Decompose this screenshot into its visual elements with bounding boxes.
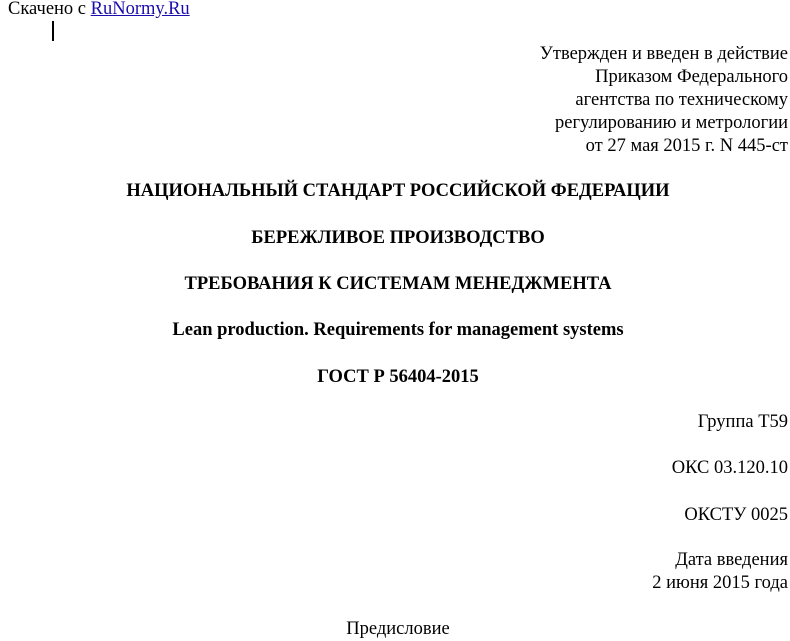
approval-line: агентства по техническому bbox=[575, 90, 788, 110]
approval-line: Утвержден и введен в действие bbox=[539, 44, 788, 64]
national-standard-heading: НАЦИОНАЛЬНЫЙ СТАНДАРТ РОССИЙСКОЙ ФЕДЕРАЦИИ bbox=[126, 181, 670, 201]
introduction-label: Дата введения bbox=[675, 550, 788, 570]
standard-code: ГОСТ Р 56404-2015 bbox=[317, 367, 479, 387]
subject-heading: БЕРЕЖЛИВОЕ ПРОИЗВОДСТВО bbox=[251, 228, 545, 248]
introduction-date: 2 июня 2015 года bbox=[652, 573, 788, 593]
source-prefix: Скачено с bbox=[8, 0, 91, 19]
approval-line: от 27 мая 2015 г. N 445-ст bbox=[585, 136, 788, 156]
okstu-code: ОКСТУ 0025 bbox=[684, 505, 788, 525]
approval-line: Приказом Федерального bbox=[595, 67, 788, 87]
approval-line: регулированию и метрологии bbox=[555, 113, 788, 133]
group-label: Группа Т59 bbox=[697, 412, 788, 432]
preface-heading: Предисловие bbox=[346, 619, 450, 639]
source-line bbox=[8, 0, 190, 21]
text-cursor bbox=[52, 21, 54, 41]
english-title: Lean production. Requirements for management systems bbox=[172, 320, 624, 340]
approval-block bbox=[540, 43, 788, 158]
subtitle-heading: ТРЕБОВАНИЯ К СИСТЕМАМ МЕНЕДЖМЕНТА bbox=[184, 274, 612, 294]
oks-code: ОКС 03.120.10 bbox=[671, 458, 788, 478]
runormy-link[interactable]: RuNormy.Ru bbox=[90, 0, 190, 19]
